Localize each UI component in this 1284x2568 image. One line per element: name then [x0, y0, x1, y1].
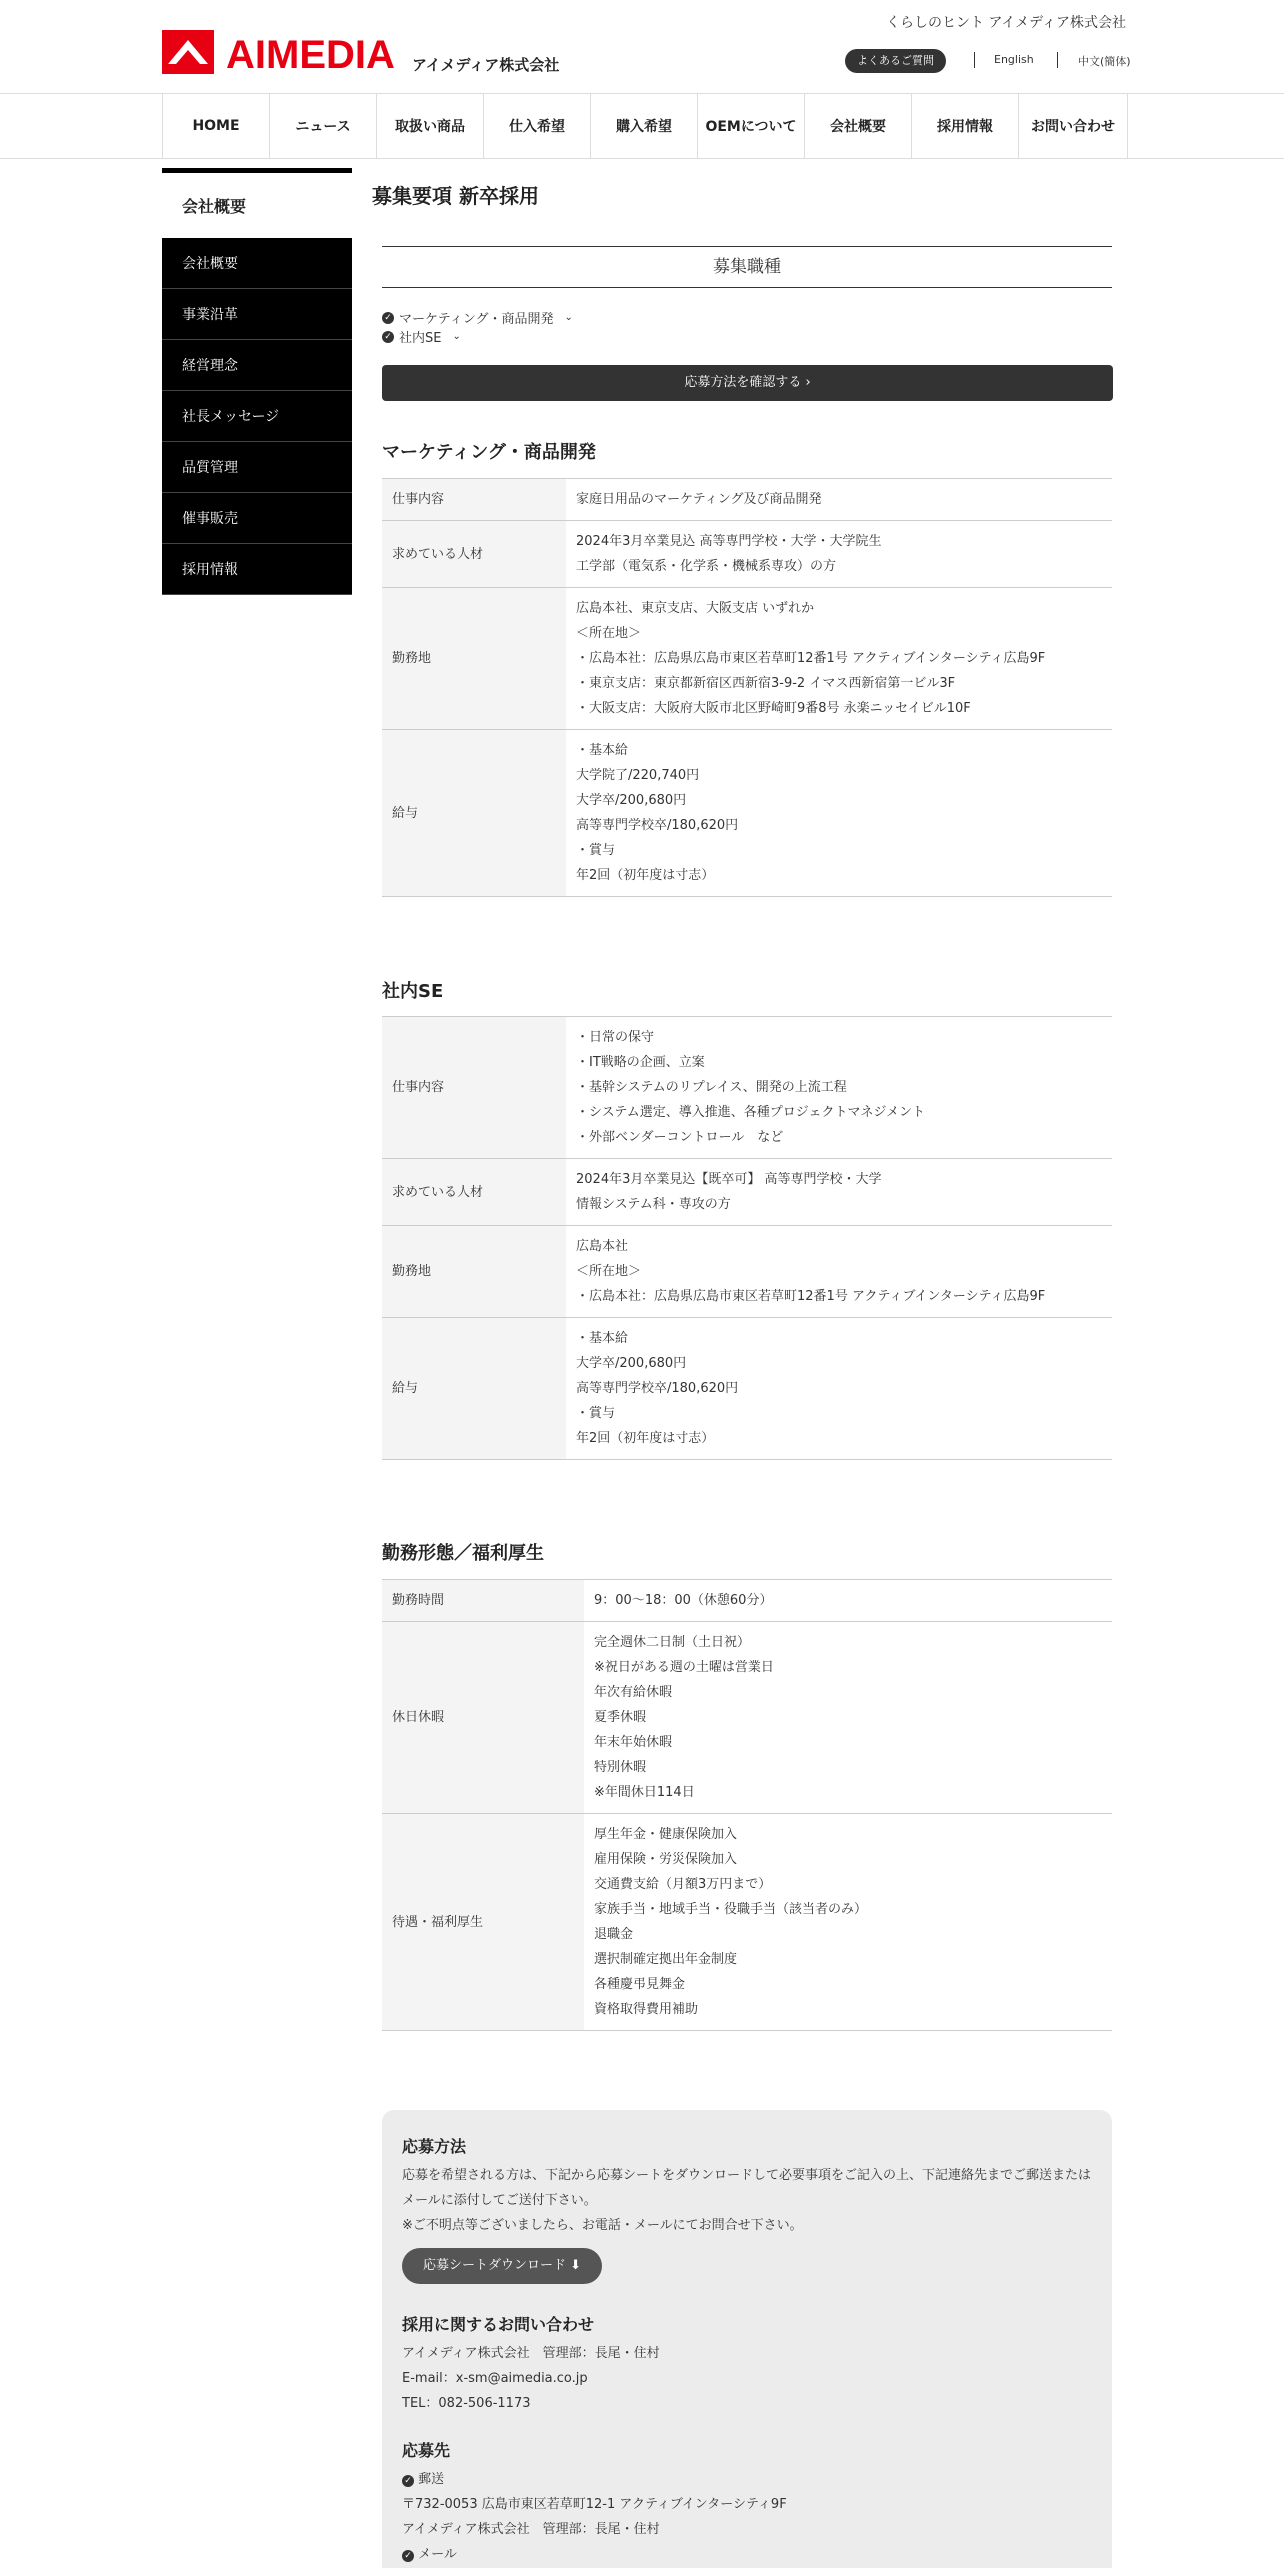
section-title-se: 社内SE — [382, 981, 444, 1002]
table-row — [382, 730, 1112, 897]
value-line: 年末年始休暇 — [594, 1735, 673, 1750]
chevron-right-icon: › — [805, 375, 811, 390]
row-label: 休日休暇 — [382, 1622, 584, 1814]
row-value — [566, 479, 1112, 521]
value-line: 工学部（電気系・化学系・機械系専攻）の方 — [576, 559, 837, 574]
value-line: 夏季休暇 — [594, 1710, 647, 1725]
sidebar-item-philosophy[interactable]: 経営理念 — [162, 340, 352, 391]
contact-text — [402, 2341, 1092, 2416]
value-line: ・外部ベンダーコントロール など — [576, 1130, 784, 1145]
row-value — [566, 521, 1112, 588]
text-line: メール — [418, 2547, 457, 2562]
row-value — [566, 1017, 1112, 1159]
text-line: 〒732-0053 広島市東区若草町12-1 アクティブインターシティ9F — [402, 2497, 787, 2512]
main-content — [372, 180, 1112, 209]
check-circle-icon: ✓ — [382, 331, 394, 343]
text-line: 応募を希望される方は、下記から応募シートをダウンロードして必要事項をご記入の上、下記連絡先までご郵送または — [402, 2168, 1092, 2183]
row-label: 給与 — [382, 1318, 566, 1460]
company-name: アイメディア株式会社 — [412, 56, 560, 74]
text-line: 郵送 — [418, 2472, 445, 2487]
value-line: 年2回（初年度は寸志） — [576, 868, 715, 883]
download-label: 応募シートダウンロード — [422, 2258, 566, 2273]
sidebar-item-quality[interactable]: 品質管理 — [162, 442, 352, 493]
text-line: アイメディア株式会社 管理部：長尾・住村 — [402, 2346, 660, 2361]
text-line: TEL：082-506-1173 — [402, 2396, 531, 2411]
contact-title: 採用に関するお問い合わせ — [402, 2315, 595, 2334]
value-line: ・基幹システムのリプレイス、開発の上流工程 — [576, 1080, 847, 1095]
nav-supply[interactable]: 仕入希望 — [484, 94, 591, 158]
value-line: ・広島本社：広島県広島市東区若草町12番1号 アクティブインターシティ広島9F — [576, 1289, 1046, 1304]
row-label: 勤務地 — [382, 588, 566, 730]
divider — [1057, 52, 1058, 68]
welfare-table — [382, 1579, 1112, 2031]
download-sheet-button[interactable] — [402, 2248, 602, 2284]
sidebar-item-company[interactable]: 会社概要 — [162, 238, 352, 289]
table-row — [382, 1580, 1112, 1622]
job-link-marketing[interactable] — [382, 308, 573, 327]
table-row — [382, 1226, 1112, 1318]
value-line: ＜所在地＞ — [576, 626, 642, 641]
sidebar-item-recruit[interactable]: 採用情報 — [162, 544, 352, 595]
job-link-se[interactable] — [382, 327, 461, 346]
value-line: 各種慶弔見舞金 — [594, 1977, 686, 1992]
value-line: 家庭日用品のマーケティング及び商品開発 — [576, 492, 822, 507]
value-line: ・広島本社：広島県広島市東区若草町12番1号 アクティブインターシティ広島9F — [576, 651, 1046, 666]
value-line: 年2回（初年度は寸志） — [576, 1431, 715, 1446]
table-row — [382, 1017, 1112, 1159]
sidebar-item-events[interactable]: 催事販売 — [162, 493, 352, 544]
value-line: 2024年3月卒業見込【既卒可】 高等専門学校・大学 — [576, 1172, 882, 1187]
value-line: ・大阪支店：大阪府大阪市北区野崎町9番8号 永楽ニッセイビル10F — [576, 701, 971, 716]
value-line: 広島本社、東京支店、大阪支店 いずれか — [576, 601, 815, 616]
value-line: 雇用保険・労災保険加入 — [594, 1852, 738, 1867]
text-line: ※ご不明点等ございましたら、お電話・メールにてお問合せ下さい。 — [402, 2218, 803, 2233]
row-value — [584, 1622, 1112, 1814]
value-line: 大学卒/200,680円 — [576, 1356, 687, 1371]
value-line: ・IT戦略の企画、立案 — [576, 1055, 705, 1070]
value-line: 大学院了/220,740円 — [576, 768, 700, 783]
apply-method-title: 応募方法 — [402, 2137, 467, 2156]
marketing-table — [382, 478, 1112, 897]
value-line: 完全週休二日制（土日祝） — [594, 1635, 751, 1650]
table-row — [382, 479, 1112, 521]
nav-company[interactable]: 会社概要 — [805, 94, 912, 158]
value-line: 2024年3月卒業見込 高等専門学校・大学・大学院生 — [576, 534, 882, 549]
value-line: ・基本給 — [576, 743, 629, 758]
row-label: 仕事内容 — [382, 1017, 566, 1159]
contact-email-link[interactable]: E-mail：x-sm@aimedia.co.jp — [402, 2371, 588, 2386]
destination-text — [402, 2467, 1092, 2567]
table-row — [382, 1159, 1112, 1226]
page-title: 募集要項 新卒採用 — [372, 184, 539, 208]
value-line: ・システム選定、導入推進、各種プロジェクトマネジメント — [576, 1105, 926, 1120]
value-line: 高等専門学校卒/180,620円 — [576, 818, 739, 833]
row-label: 給与 — [382, 730, 566, 897]
value-line: 選択制確定拠出年金制度 — [594, 1952, 738, 1967]
lang-chinese-link[interactable]: 中文(簡体) — [1078, 55, 1131, 68]
logo-wordmark[interactable] — [226, 30, 396, 74]
value-line: ・賞与 — [576, 843, 616, 858]
jobs-heading: 募集職種 — [382, 246, 1112, 288]
value-line: 年次有給休暇 — [594, 1685, 673, 1700]
apply-section — [382, 2110, 1112, 2568]
cta-label: 応募方法を確認する — [684, 375, 802, 390]
value-line: 家族手当・地域手当・役職手当（該当者のみ） — [594, 1902, 868, 1917]
nav-contact[interactable]: お問い合わせ — [1019, 94, 1128, 158]
table-row — [382, 1318, 1112, 1460]
value-line: 広島本社 — [576, 1239, 629, 1254]
value-line: ・基本給 — [576, 1331, 629, 1346]
global-nav — [0, 94, 1284, 159]
row-value — [566, 1159, 1112, 1226]
row-label: 勤務地 — [382, 1226, 566, 1318]
value-line: ・東京支店：東京都新宿区西新宿3-9-2 イマス西新宿第一ビル3F — [576, 676, 956, 691]
row-value — [566, 730, 1112, 897]
row-label: 求めている人材 — [382, 521, 566, 588]
logo-text: AIMEDIA — [226, 33, 395, 74]
row-value — [566, 1318, 1112, 1460]
tagline[interactable]: くらしのヒント アイメディア株式会社 — [886, 15, 1126, 31]
check-circle-icon: ✓ — [382, 312, 394, 324]
value-line: 9：00〜18：00（休憩60分） — [594, 1593, 773, 1608]
nav-news[interactable]: ニュース — [270, 94, 377, 158]
sidebar-heading: 会社概要 — [162, 168, 352, 238]
sidebar — [162, 168, 352, 595]
value-line: 厚生年金・健康保険加入 — [594, 1827, 738, 1842]
nav-products[interactable]: 取扱い商品 — [377, 94, 484, 158]
value-line: ・賞与 — [576, 1406, 616, 1421]
value-line: 大学卒/200,680円 — [576, 793, 687, 808]
value-line: 退職金 — [594, 1927, 634, 1942]
value-line: 交通費支給（月額3万円まで） — [594, 1877, 772, 1892]
value-line: ※祝日がある週の土曜は営業日 — [594, 1660, 774, 1675]
section-title-welfare: 勤務形態／福利厚生 — [382, 1543, 544, 1564]
value-line: ＜所在地＞ — [576, 1264, 642, 1279]
table-row — [382, 1814, 1112, 2031]
nav-oem[interactable]: OEMについて — [698, 94, 805, 158]
nav-home[interactable]: HOME — [163, 94, 270, 158]
row-value — [584, 1580, 1112, 1622]
destination-title: 応募先 — [402, 2441, 451, 2460]
check-circle-icon: ✓ — [402, 2550, 414, 2562]
logo-mark-icon[interactable] — [162, 30, 214, 74]
text-line: メールに添付してご送付下さい。 — [402, 2193, 597, 2208]
value-line: 特別休暇 — [594, 1760, 647, 1775]
section-title-marketing: マーケティング・商品開発 — [382, 442, 596, 463]
chevron-down-icon: ⌄ — [452, 331, 461, 342]
sidebar-item-history[interactable]: 事業沿革 — [162, 289, 352, 340]
value-line: 高等専門学校卒/180,620円 — [576, 1381, 739, 1396]
value-line: 情報システム科・専攻の方 — [576, 1197, 731, 1212]
sidebar-item-message[interactable]: 社長メッセージ — [162, 391, 352, 442]
row-value — [584, 1814, 1112, 2031]
chevron-down-icon: ⌄ — [564, 312, 573, 323]
job-link-label: 社内SE — [399, 331, 442, 346]
row-label: 仕事内容 — [382, 479, 566, 521]
se-table — [382, 1016, 1112, 1460]
text-line: アイメディア株式会社 管理部：長尾・住村 — [402, 2522, 660, 2537]
nav-purchase[interactable]: 購入希望 — [591, 94, 698, 158]
lang-english-link[interactable]: English — [994, 53, 1034, 66]
row-value — [566, 1226, 1112, 1318]
check-circle-icon: ✓ — [402, 2475, 414, 2487]
nav-recruit[interactable]: 採用情報 — [912, 94, 1019, 158]
apply-method-button[interactable] — [382, 365, 1113, 401]
divider — [974, 52, 975, 68]
table-row — [382, 521, 1112, 588]
value-line: 資格取得費用補助 — [594, 2002, 699, 2017]
table-row — [382, 588, 1112, 730]
row-value — [566, 588, 1112, 730]
row-label: 求めている人材 — [382, 1159, 566, 1226]
download-icon: ⬇ — [570, 2258, 582, 2273]
apply-method-text — [402, 2163, 1092, 2238]
faq-button[interactable]: よくあるご質問 — [845, 49, 946, 73]
site-header — [0, 0, 1284, 94]
value-line: ※年間休日114日 — [594, 1785, 695, 1800]
row-label: 待遇・福利厚生 — [382, 1814, 584, 2031]
row-label: 勤務時間 — [382, 1580, 584, 1622]
job-link-label: マーケティング・商品開発 — [399, 312, 554, 327]
table-row — [382, 1622, 1112, 1814]
value-line: ・日常の保守 — [576, 1030, 655, 1045]
